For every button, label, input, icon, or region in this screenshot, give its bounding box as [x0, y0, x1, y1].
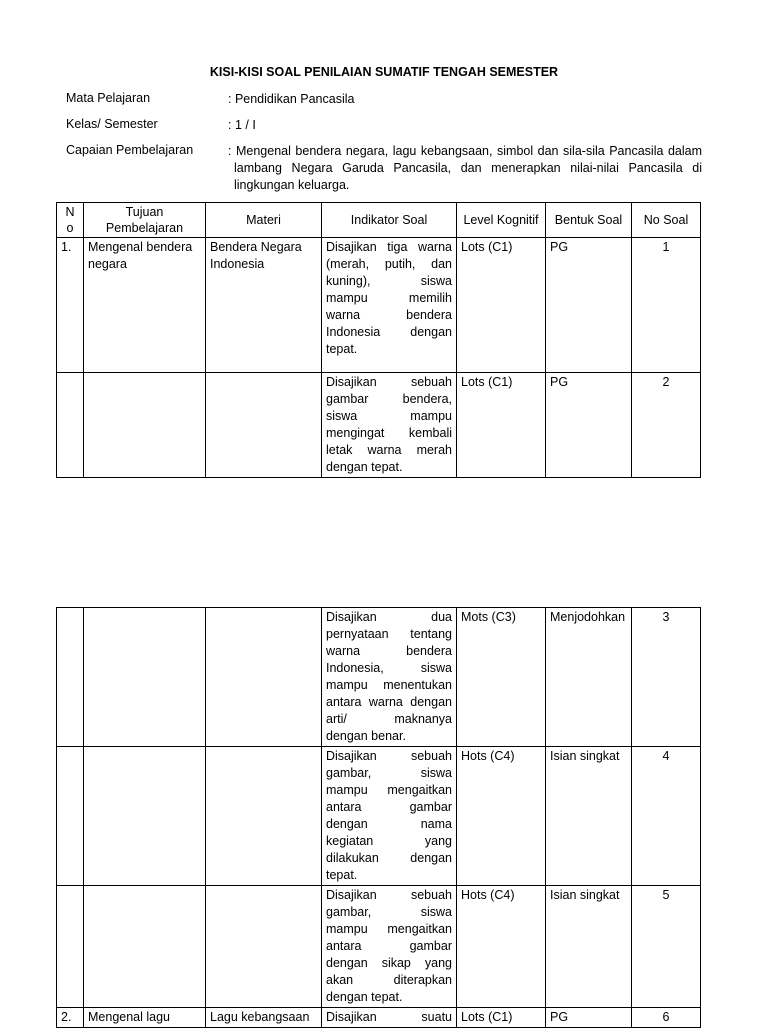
- cell-nosoal: 1: [632, 238, 701, 373]
- cell-indikator: Disajikan sebuah gambar, siswa mampu mengaitkan antara gambar dengan nama kegiatan yang dilakukan dengan tepat.: [322, 747, 457, 886]
- cell-nosoal: 6: [632, 1008, 701, 1028]
- cell-materi: Lagu kebangsaan: [206, 1008, 322, 1028]
- cell-no: [57, 886, 84, 1008]
- cell-materi: [206, 373, 322, 478]
- kelas-value: : 1 / I: [228, 118, 256, 132]
- header-bentuk: Bentuk Soal: [546, 203, 632, 238]
- cell-level: Mots (C3): [457, 608, 546, 747]
- mapel-value: : Pendidikan Pancasila: [228, 92, 355, 106]
- cell-bentuk: PG: [546, 238, 632, 373]
- cell-level: Hots (C4): [457, 886, 546, 1008]
- cell-bentuk: PG: [546, 1008, 632, 1028]
- cell-bentuk: Isian singkat: [546, 747, 632, 886]
- cell-nosoal: 5: [632, 886, 701, 1008]
- header-tujuan: Tujuan Pembelajaran: [84, 203, 206, 238]
- cell-no: 2.: [57, 1008, 84, 1028]
- cell-indikator: Disajikan dua pernyataan tentang warna bendera Indonesia, siswa mampu menentukan antara warna dengan arti/ maknanya dengan benar.: [322, 608, 457, 747]
- cell-no: [57, 747, 84, 886]
- table-header: [57, 203, 701, 238]
- table-row: [57, 608, 701, 747]
- kelas-label: Kelas/ Semester: [66, 117, 158, 131]
- table-row: [57, 1008, 701, 1028]
- cell-no: 1.: [57, 238, 84, 373]
- header-nosoal: No Soal: [632, 203, 701, 238]
- cell-bentuk: Isian singkat: [546, 886, 632, 1008]
- cell-materi: [206, 608, 322, 747]
- table-row: [57, 747, 701, 886]
- cell-materi: Bendera Negara Indonesia: [206, 238, 322, 373]
- cell-tujuan: [84, 373, 206, 478]
- cell-tujuan: Mengenal bendera negara: [84, 238, 206, 373]
- cell-materi: [206, 886, 322, 1008]
- header-materi: Materi: [206, 203, 322, 238]
- kisi-table-part-2: [56, 607, 701, 1028]
- cell-level: Lots (C1): [457, 373, 546, 478]
- cell-bentuk: Menjodohkan: [546, 608, 632, 747]
- cp-line-1: : Mengenal bendera negara, lagu kebangsaan, simbol dan sila-sila Pancasila dalam: [228, 144, 702, 158]
- cell-level: Lots (C1): [457, 1008, 546, 1028]
- cp-label: Capaian Pembelajaran: [66, 143, 194, 157]
- cell-indikator: Disajikan suatu: [322, 1008, 457, 1028]
- cell-tujuan: [84, 886, 206, 1008]
- cell-tujuan: [84, 747, 206, 886]
- table-row: [57, 373, 701, 478]
- header-indikator: Indikator Soal: [322, 203, 457, 238]
- cell-tujuan: Mengenal lagu: [84, 1008, 206, 1028]
- cell-no: [57, 608, 84, 747]
- cell-indikator: Disajikan sebuah gambar bendera, siswa mampu mengingat kembali letak warna merah dengan tepat.: [322, 373, 457, 478]
- document-title: KISI-KISI SOAL PENILAIAN SUMATIF TENGAH SEMESTER: [209, 65, 559, 79]
- cell-bentuk: PG: [546, 373, 632, 478]
- mapel-label: Mata Pelajaran: [66, 91, 151, 105]
- cell-level: Lots (C1): [457, 238, 546, 373]
- header-level: Level Kognitif: [457, 203, 546, 238]
- cp-line-3: lingkungan keluarga.: [234, 178, 350, 192]
- cell-nosoal: 3: [632, 608, 701, 747]
- cp-value: [228, 143, 702, 194]
- cell-nosoal: 2: [632, 373, 701, 478]
- cell-indikator: Disajikan tiga warna (merah, putih, dan kuning), siswa mampu memilih warna bendera Indonesia dengan tepat.: [322, 238, 457, 373]
- cell-materi: [206, 747, 322, 886]
- cell-level: Hots (C4): [457, 747, 546, 886]
- header-no: N o: [57, 203, 84, 238]
- cell-no: [57, 373, 84, 478]
- table-row: [57, 238, 701, 373]
- cp-line-2: lambang Negara Garuda Pancasila, dan menerapkan nilai-nilai Pancasila di: [234, 161, 702, 175]
- cell-indikator: Disajikan sebuah gambar, siswa mampu mengaitkan antara gambar dengan sikap yang akan diterapkan dengan tepat.: [322, 886, 457, 1008]
- cell-tujuan: [84, 608, 206, 747]
- cell-nosoal: 4: [632, 747, 701, 886]
- table-row: [57, 886, 701, 1008]
- kisi-table-part-1: [56, 202, 701, 478]
